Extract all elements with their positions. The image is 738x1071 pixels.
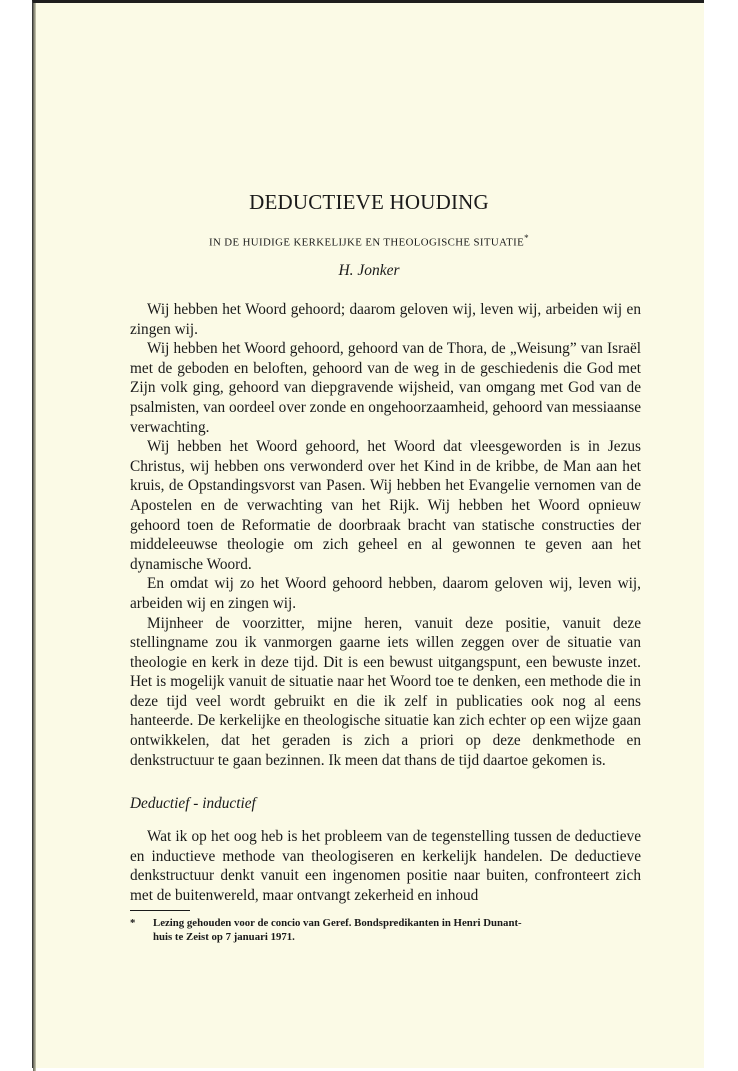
- subtitle-footnote-mark: *: [524, 233, 529, 243]
- paragraph: Wij hebben het Woord gehoord; daarom geloven wij, leven wij, arbeiden wij en zingen wij.: [130, 301, 641, 338]
- footnote-line: huis te Zeist op 7 januari 1971.: [153, 931, 295, 943]
- article-subtitle: [33, 233, 705, 249]
- paragraph: Wat ik op het oog heb is het probleem van de tegenstelling tussen de deductieve en inductieve methode van theologiseren en kerkelijk handelen. De deductieve denkstructuur denkt vanuit een ingenomen positie naar buiten, confronteert zich met de buitenwereld, maar ontvangt zekerheid en inhoud: [130, 828, 641, 904]
- article-title: DEDUCTIEVE HOUDING: [249, 190, 489, 214]
- section-body: [130, 827, 641, 905]
- footnote-mark: *: [130, 917, 136, 929]
- article-body: [130, 300, 641, 770]
- footnote-text: [153, 916, 641, 944]
- footnote: [130, 916, 641, 944]
- article-author: H. Jonker: [338, 262, 400, 279]
- paragraph: En omdat wij zo het Woord gehoord hebben, daarom geloven wij, leven wij, arbeiden wij en zingen wij.: [130, 575, 641, 612]
- footnote-divider: [130, 910, 190, 911]
- section-heading: Deductief - inductief: [130, 795, 256, 812]
- subtitle-text: IN DE HUIDIGE KERKELIJKE EN THEOLOGISCHE SITUATIE: [209, 236, 525, 249]
- paragraph: Wij hebben het Woord gehoord, gehoord van de Thora, de „Weisung” van Israël met de geboden en beloften, gehoord van de weg in de geschiedenis die God met Zijn volk ging, gehoord van diepgravende wijsheid, van omgang met God van de psalmisten, van oordeel over zonde en ongehoorzaamheid, gehoord van messiaanse verwachting.: [130, 340, 641, 436]
- scan-edge-shadow: [33, 3, 36, 1071]
- footnote-line: Lezing gehouden voor de concio van Geref. Bondspredikanten in Henri Dunant-: [153, 917, 522, 929]
- paragraph: Mijnheer de voorzitter, mijne heren, vanuit deze positie, vanuit deze stellingname zou ik vanmorgen gaarne iets willen zeggen over de situatie van theologie en kerk in deze tijd. Dit is een bewust uitgangspunt, een bewuste inzet. Het is mogelijk vanuit de situatie naar het Woord toe te denken, een methode die in deze tijd veel wordt gebruikt en die ik zelf in publicaties ook nog al eens hanteerde. De kerkelijke en theologische situatie kan zich echter op een wijze gaan ontwikkelen, dat het geraden is zich a priori op deze denkmethode en denkstructuur te gaan bezinnen. Ik meen dat thans de tijd daartoe gekomen is.: [130, 614, 641, 769]
- paragraph: Wij hebben het Woord gehoord, het Woord dat vleesgeworden is in Jezus Christus, wij hebben ons verwonderd over het Kind in de kribbe, de Man aan het kruis, de Opstandingsvorst van Pasen. Wij hebben het Evangelie vernomen van de Apostelen en de verwachting van het Rijk. Wij hebben het Woord opnieuw gehoord toen de Reformatie de doorbraak bracht van statische constructies der middeleeuwse theologie om zich geheel en al gewonnen te geven aan het dynamische Woord.: [130, 438, 641, 573]
